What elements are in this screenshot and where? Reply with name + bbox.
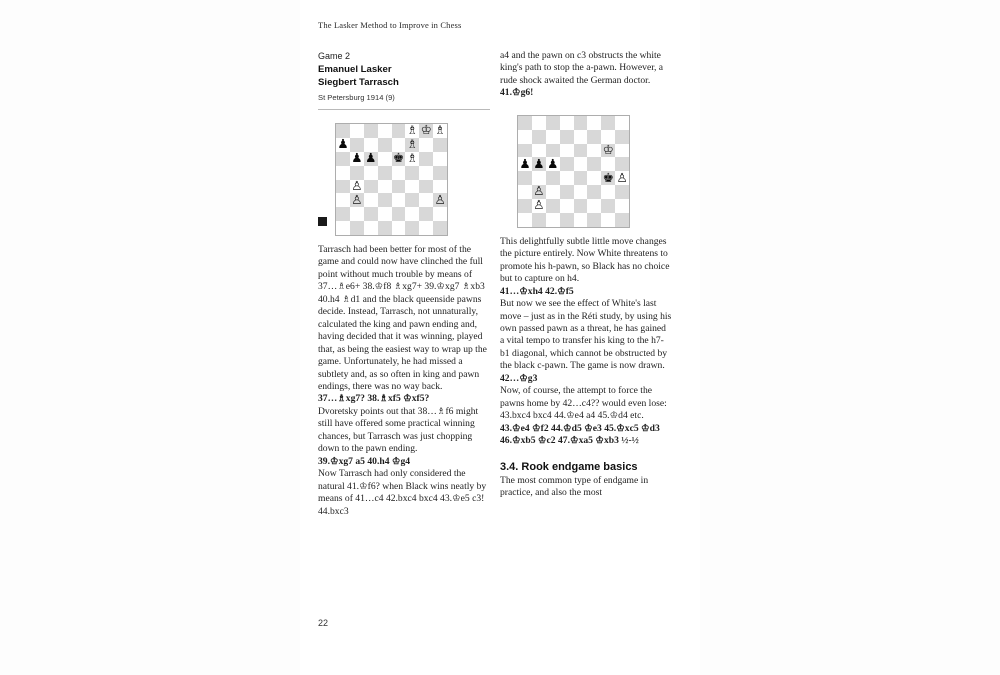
- square-d2: [560, 199, 574, 213]
- square-g2: [419, 207, 433, 221]
- square-h4: [615, 171, 629, 185]
- square-a8: [518, 116, 532, 130]
- square-d3: [560, 185, 574, 199]
- square-h7: [615, 130, 629, 144]
- left-moves-1: 37…♗xg7? 38.♗xf5 ♔xf5?: [318, 393, 430, 405]
- square-d6: [560, 144, 574, 158]
- left-para-2: Dvoretsky points out that 38…♗f6 might still have offered some practical winning chances, but Tarrasch was just chopping down to the pawn ending.: [318, 405, 479, 455]
- square-g5: [419, 166, 433, 180]
- square-e2: [392, 207, 406, 221]
- piece-w-b3: ♙: [533, 183, 545, 199]
- piece-b-c6: ♟: [365, 149, 377, 165]
- square-g3: [601, 185, 615, 199]
- square-c2: [364, 207, 378, 221]
- square-f5: [405, 166, 419, 180]
- square-f4: [405, 180, 419, 194]
- square-g1: [419, 221, 433, 235]
- square-d4: [560, 171, 574, 185]
- square-d6: [378, 152, 392, 166]
- diagram-spacer: [500, 100, 672, 111]
- right-moves-2: 42…♔g3: [500, 372, 538, 384]
- piece-w-g6: ♔: [602, 141, 614, 157]
- left-diagram-board: [335, 123, 448, 236]
- black-player-name: Siegbert Tarrasch: [318, 77, 399, 88]
- page-number: 22: [318, 618, 329, 628]
- book-page-sheet: [300, 0, 700, 675]
- square-g8: [419, 124, 433, 138]
- piece-w-b3: ♙: [351, 191, 363, 207]
- square-c4: [364, 180, 378, 194]
- piece-w-b2: ♙: [533, 197, 545, 213]
- square-b2: [532, 199, 546, 213]
- running-head: The Lasker Method to Improve in Chess: [318, 20, 462, 30]
- square-f8: [587, 116, 601, 130]
- square-a4: [518, 171, 532, 185]
- square-f6: [587, 144, 601, 158]
- side-to-move-marker: [318, 217, 327, 226]
- square-c6: [364, 149, 378, 166]
- square-f3: [587, 185, 601, 199]
- square-b6: [350, 149, 364, 166]
- square-d8: [378, 124, 392, 138]
- square-b8: [532, 116, 546, 130]
- square-h2: [615, 199, 629, 213]
- square-c3: [546, 185, 560, 199]
- square-f6: [405, 149, 419, 166]
- header-divider: [318, 109, 490, 110]
- square-f2: [405, 207, 419, 221]
- piece-w-h8: ♗: [434, 122, 446, 138]
- square-c8: [364, 124, 378, 138]
- square-h6: [433, 152, 447, 166]
- square-e3: [392, 193, 406, 207]
- piece-w-h4: ♙: [616, 169, 628, 185]
- piece-w-b4: ♙: [351, 177, 363, 193]
- square-c4: [546, 171, 560, 185]
- square-h5: [433, 166, 447, 180]
- right-para-0: a4 and the pawn on c3 obstructs the white king's path to stop the a-pawn. However, a rude shock awaited the German doctor.: [500, 50, 664, 86]
- square-f1: [587, 213, 601, 227]
- right-para-2: But now we see the effect of White's last move – just as in the Réti study, by using his own passed pawn as a threat, he has gained a vital tempo to transfer his king to the h7-b1 diagonal, which cannot be obstructed by the black c-pawn. The game is now drawn.: [500, 298, 672, 372]
- square-c5: [364, 166, 378, 180]
- square-f2: [587, 199, 601, 213]
- square-d8: [560, 116, 574, 130]
- square-d1: [378, 221, 392, 235]
- piece-b-a5: ♟: [519, 155, 531, 171]
- square-f4: [587, 171, 601, 185]
- square-c7: [546, 130, 560, 144]
- square-e2: [574, 199, 588, 213]
- square-h1: [433, 221, 447, 235]
- right-para-3: Now, of course, the attempt to force the pawns home by 42…c4?? would even lose: 43.bxc4 bxc4 44.♔e4 a4 45.♔d4 etc.: [500, 385, 667, 422]
- square-h7: [433, 138, 447, 152]
- square-e8: [392, 124, 406, 138]
- square-e7: [574, 130, 588, 144]
- square-e5: [392, 166, 406, 180]
- square-e4: [392, 180, 406, 194]
- square-b2: [350, 207, 364, 221]
- square-a2: [336, 207, 350, 221]
- square-d7: [378, 138, 392, 152]
- piece-b-g4: ♚: [602, 169, 614, 185]
- right-moves-3: 43.♔e4 ♔f2 44.♔d5 ♔e3 45.♔xc5 ♔d3 46.♔xb5 ♔c2 47.♔xa5 ♔xb3 ½-½: [500, 422, 660, 447]
- square-c2: [546, 199, 560, 213]
- white-player-name: Emanuel Lasker: [318, 64, 392, 75]
- square-g8: [601, 116, 615, 130]
- square-h3: [433, 193, 447, 207]
- square-f7: [587, 130, 601, 144]
- left-moves-2: 39.♔xg7 a5 40.h4 ♔g4: [318, 455, 411, 467]
- square-a2: [518, 199, 532, 213]
- square-g4: [419, 180, 433, 194]
- piece-b-a7: ♟: [337, 136, 349, 152]
- right-column: [500, 50, 672, 500]
- left-para-1: Tarrasch had been better for most of the game and could now have clinched the full point without much trouble by means of 37…♗e6+ 38.♔f8 ♗xg7+ 39.♔xg7 ♗xb3 40.h4 ♗d1 and the black queenside pawns decide. Instead, Tarrasch, not unnaturally, calculated the king and pawn ending and, having decided that it was winning, played that, as being the easiest way to wrap up the game. Unfortunately, he had missed a subtlety and, as so often in king and pawn endings, there was no way back.: [318, 244, 487, 392]
- square-h3: [615, 185, 629, 199]
- square-c1: [546, 213, 560, 227]
- right-para-1: This delightfully subtle little move changes the picture entirely. Now White threatens to promote his h-pawn, so Black has no choice but to capture on h4.: [500, 235, 670, 285]
- square-a3: [518, 185, 532, 199]
- square-h8: [615, 116, 629, 130]
- square-c3: [364, 193, 378, 207]
- square-a6: [336, 152, 350, 166]
- square-g2: [601, 199, 615, 213]
- left-para-3: Now Tarrasch had only considered the natural 41.♔f6? when Black wins neatly by means of 41…c4 42.bxc4 bxc4 43.♔e5 c3! 44.bxc3: [318, 468, 487, 517]
- square-h8: [433, 124, 447, 138]
- square-e5: [574, 157, 588, 171]
- square-b7: [532, 130, 546, 144]
- game-label: Game 2: [318, 51, 351, 61]
- square-d5: [560, 157, 574, 171]
- piece-b-b5: ♟: [533, 155, 545, 171]
- section-heading: 3.4. Rook endgame basics: [500, 460, 638, 473]
- square-d3: [378, 193, 392, 207]
- square-d1: [560, 213, 574, 227]
- square-d2: [378, 207, 392, 221]
- left-diagram-wrap: [318, 119, 490, 244]
- piece-w-h3: ♙: [434, 191, 446, 207]
- piece-w-f7: ♗: [406, 136, 418, 152]
- square-h2: [433, 207, 447, 221]
- game-event: St Petersburg 1914 (9): [318, 93, 395, 102]
- square-e4: [574, 171, 588, 185]
- square-a7: [336, 138, 350, 152]
- square-d7: [560, 130, 574, 144]
- square-a7: [518, 130, 532, 144]
- piece-w-f6: ♗: [406, 149, 418, 165]
- square-h1: [615, 213, 629, 227]
- square-a1: [336, 221, 350, 235]
- square-d4: [378, 180, 392, 194]
- square-g3: [419, 193, 433, 207]
- right-diagram-board: [517, 115, 630, 228]
- square-c1: [364, 221, 378, 235]
- square-a5: [336, 166, 350, 180]
- square-d5: [378, 166, 392, 180]
- right-diagram-wrap: [500, 111, 672, 236]
- square-e6: [574, 144, 588, 158]
- piece-b-e6: ♚: [392, 149, 405, 165]
- square-f3: [405, 193, 419, 207]
- square-g4: [601, 171, 615, 185]
- square-g7: [419, 138, 433, 152]
- square-b1: [532, 213, 546, 227]
- piece-b-c5: ♟: [547, 155, 559, 171]
- piece-b-b6: ♟: [351, 149, 363, 165]
- piece-w-g8: ♔: [420, 122, 432, 138]
- square-e3: [574, 185, 588, 199]
- square-c5: [546, 157, 560, 171]
- square-e1: [392, 221, 406, 235]
- square-g6: [419, 152, 433, 166]
- square-b3: [350, 193, 364, 207]
- square-a5: [518, 157, 532, 171]
- square-a1: [518, 213, 532, 227]
- piece-w-f8: ♗: [406, 122, 418, 138]
- square-e6: [392, 149, 406, 166]
- right-moves-1: 41…♔xh4 42.♔f5: [500, 285, 574, 297]
- square-g6: [601, 141, 615, 158]
- square-b8: [350, 124, 364, 138]
- left-column: [318, 50, 490, 518]
- square-e1: [574, 213, 588, 227]
- square-f5: [587, 157, 601, 171]
- square-b5: [532, 157, 546, 171]
- square-a3: [336, 193, 350, 207]
- right-para-4: The most common type of endgame in practice, and also the most: [500, 474, 649, 499]
- square-b1: [350, 221, 364, 235]
- square-c8: [546, 116, 560, 130]
- square-e8: [574, 116, 588, 130]
- square-g1: [601, 213, 615, 227]
- square-a4: [336, 180, 350, 194]
- square-f1: [405, 221, 419, 235]
- square-h6: [615, 144, 629, 158]
- right-moves-0: 41.♔g6!: [500, 87, 534, 99]
